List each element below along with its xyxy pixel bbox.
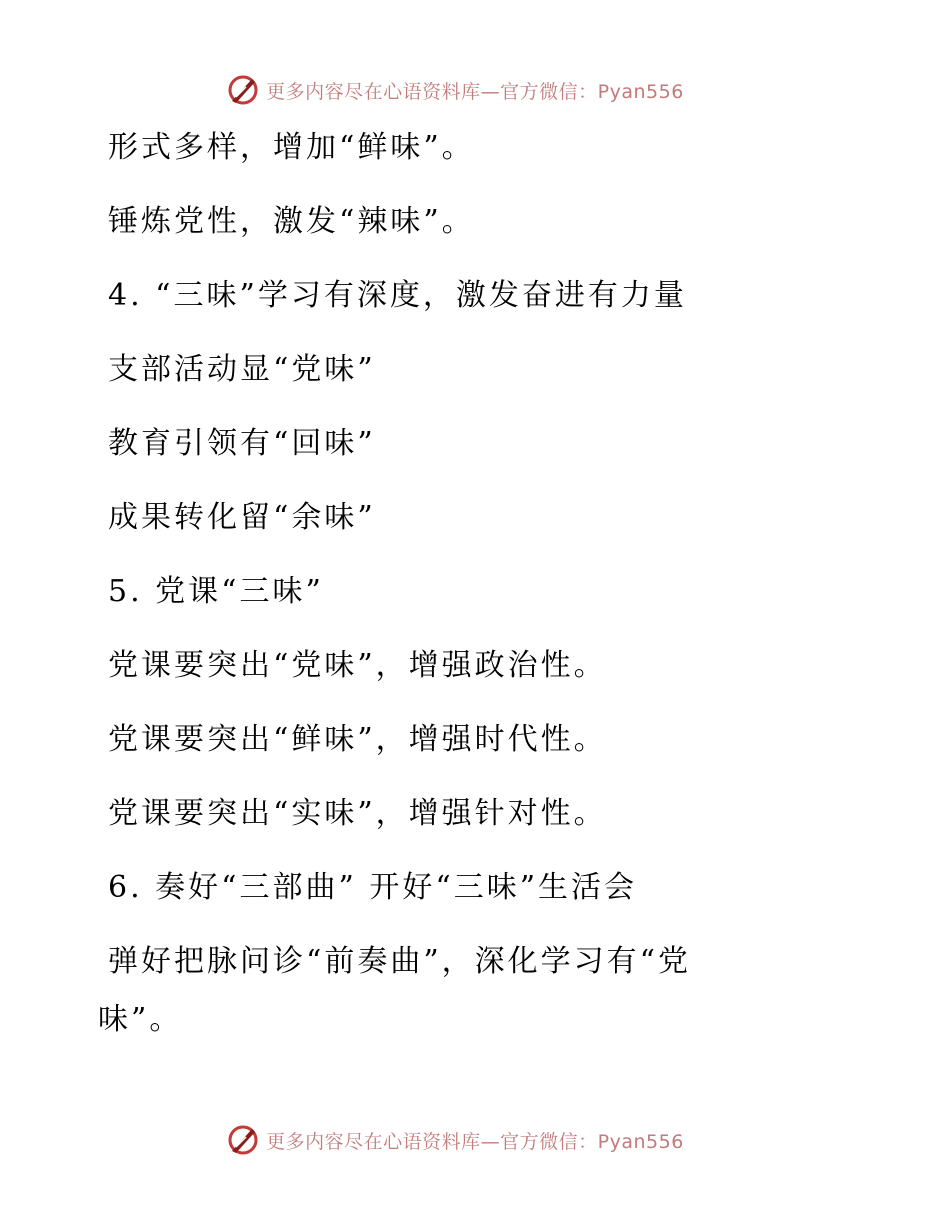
text-line: 党课要突出“党味”，增强政治性。 xyxy=(108,648,607,683)
footer-watermark xyxy=(0,1120,950,1160)
section-heading: 6. 奏好“三部曲” 开好“三味”生活会 xyxy=(108,870,638,905)
section-heading: 5. 党课“三味” xyxy=(108,574,324,609)
text-line: 弹好把脉问诊“前奏曲”，深化学习有“党 xyxy=(108,944,692,979)
text-line: 形式多样，增加“鲜味”。 xyxy=(108,130,475,165)
text-line: 锤炼党性，激发“辣味”。 xyxy=(108,204,475,239)
text-line: 党课要突出“鲜味”，增强时代性。 xyxy=(108,722,607,757)
header-watermark-text: 更多内容尽在心语资料库—官方微信：Pyan556 xyxy=(266,80,684,103)
quill-logo-icon xyxy=(226,73,260,107)
text-line: 成果转化留“余味” xyxy=(108,500,376,535)
text-line: 党课要突出“实味”，增强针对性。 xyxy=(108,796,607,831)
quill-logo-icon xyxy=(226,1123,260,1157)
text-line: 支部活动显“党味” xyxy=(108,352,376,387)
text-line: 味”。 xyxy=(98,1002,183,1037)
header-watermark xyxy=(0,70,950,110)
section-heading: 4. “三味”学习有深度，激发奋进有力量 xyxy=(108,278,687,313)
text-line: 教育引领有“回味” xyxy=(108,426,376,461)
footer-watermark-text: 更多内容尽在心语资料库—官方微信：Pyan556 xyxy=(266,1130,684,1153)
